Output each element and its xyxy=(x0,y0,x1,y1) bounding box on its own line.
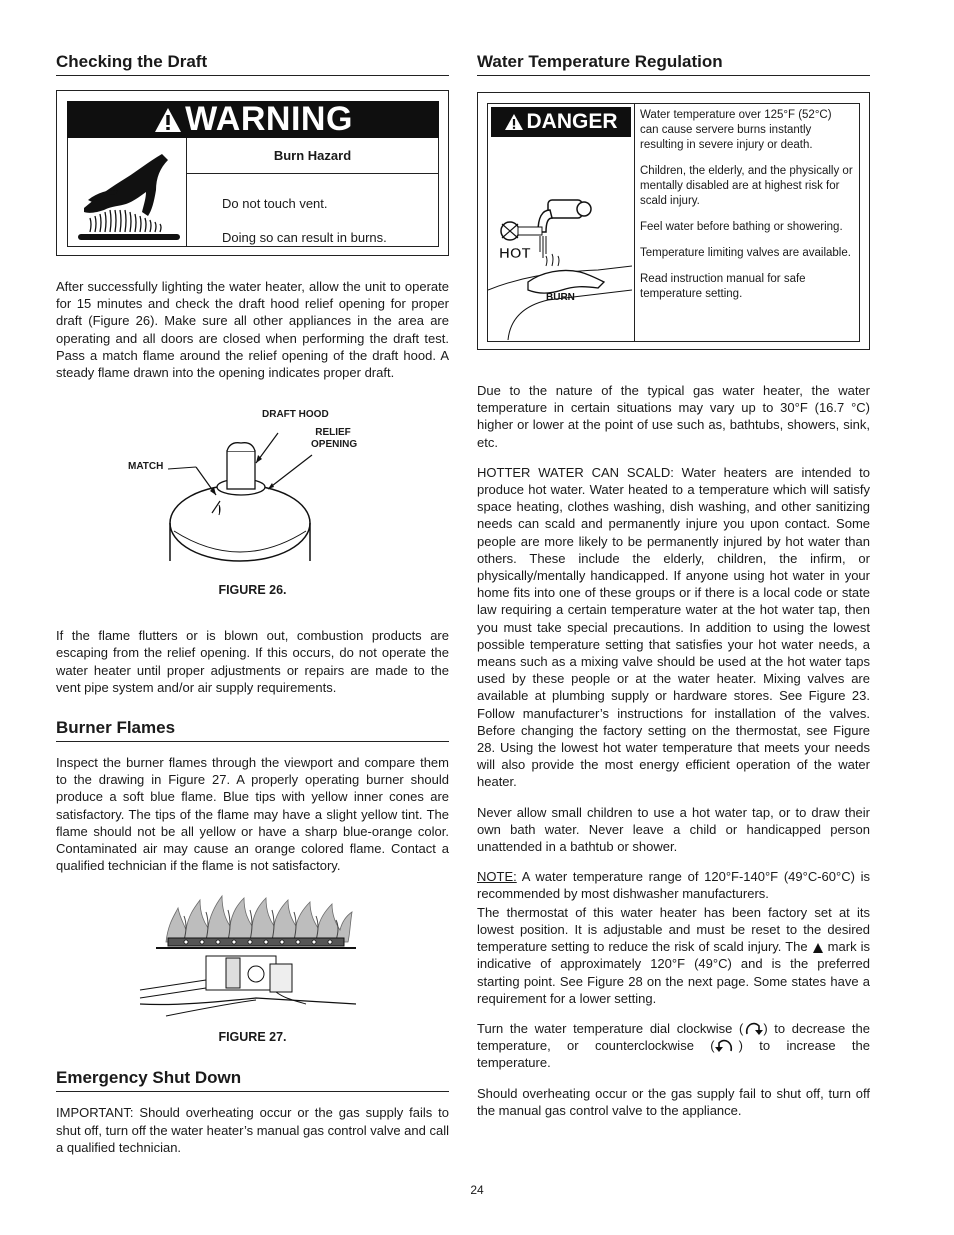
warning-triangle-icon xyxy=(153,106,183,134)
hot-label: HOT xyxy=(499,245,531,262)
counterclockwise-arrow-icon xyxy=(715,1037,739,1053)
warning-line-2: Doing so can result in burns. xyxy=(222,230,387,245)
water-temp-heading: Water Temperature Regulation xyxy=(477,52,870,76)
danger-item-5: Read instruction manual for safe temperature setting. xyxy=(640,273,806,300)
overheating-paragraph: Should overheating occur or the gas supply fail to shut off, turn off the manual gas control valve to the appliance. xyxy=(477,1085,870,1118)
warning-box xyxy=(56,90,449,256)
burner-paragraph: Inspect the burner flames through the viewport and compare them to the drawing in Figure 27. A properly operating burner should produce a soft blue flame. Blue tips with yellow inner cones are satisfactory. The tips of the flame may have a slight yellow tint. The flame should not be all yellow or have a sharp blue-orange color. Contaminated air may cause an orange colored flame. Contact a qualified technician if the flame is not satisfactory. xyxy=(56,755,449,874)
temp-variation-paragraph: Due to the nature of the typical gas water heater, the water temperature in certain situations may vary up to 30°F (16.7 °C) higher or lower at the point of use such as, bathtubs, showers, sink, etc. xyxy=(477,383,870,450)
match-label: MATCH xyxy=(128,461,164,473)
danger-bar xyxy=(491,107,631,137)
figure-26 xyxy=(56,403,449,603)
danger-item-2: Children, the elderly, and the physically or mentally disabled are at highest risk for scald injury. xyxy=(640,165,853,207)
figure-27-caption: FIGURE 27. xyxy=(218,1030,287,1045)
figure-27 xyxy=(56,894,449,1046)
danger-box xyxy=(477,92,870,350)
flutter-paragraph: If the flame flutters or is blown out, combustion products are escaping from the relief opening. If this occurs, do not operate the water heater until proper adjustments or repairs are made to the vent pipe system and/or air supply requirements. xyxy=(56,628,449,695)
opening-label: OPENING xyxy=(311,439,358,451)
triangle-mark-icon xyxy=(812,942,824,954)
danger-messages xyxy=(635,104,859,341)
warning-line-1: Do not touch vent. xyxy=(222,196,328,211)
danger-left-panel xyxy=(488,104,635,341)
hot-faucet-icon xyxy=(488,140,632,340)
warning-title: WARNING xyxy=(185,100,353,138)
burner-flames-heading: Burner Flames xyxy=(56,718,449,742)
draft-hood-label: DRAFT HOOD xyxy=(262,409,329,421)
burn-hazard-label: Burn Hazard xyxy=(187,138,438,174)
note-text: A water temperature range of 120°F-140°F (49°C-60°C) is recommended by most dishwasher manufacturers. xyxy=(477,869,870,902)
clockwise-arrow-icon xyxy=(743,1020,763,1036)
figure-26-caption: FIGURE 26. xyxy=(218,583,287,598)
thermostat-text-a: The thermostat of this water heater has been factory set at its lowest position. It is adjustable and must be reset to the desired temperature setting to reduce the risk of scald injury. The xyxy=(477,904,870,955)
dial-paragraph xyxy=(477,1020,870,1072)
dial-text-b: ) to decrease the temperature, or counterclockwise ( xyxy=(477,1020,870,1054)
checking-draft-heading: Checking the Draft xyxy=(56,52,449,76)
emergency-shutdown-heading: Emergency Shut Down xyxy=(56,1068,449,1092)
thermostat-text-b: mark is indicative of approximately 120°F (49°C) and is the preferred starting point. See Figure 28 on the next page. Some states have a requirement for a lower setting. xyxy=(477,939,870,1006)
page-number: 24 xyxy=(470,1183,484,1197)
children-paragraph: Never allow small children to use a hot water tap, or to draw their own bath water. Never leave a child or handicapped person unattended in a bathtub or shower. xyxy=(477,804,870,855)
dishwasher-note xyxy=(477,868,870,902)
draft-paragraph: After successfully lighting the water heater, allow the unit to operate for 15 minutes and check the draft hood relief opening for proper draft (Figure 26). Make sure all other appliances in the area are operating and all doors are closed when performing the draft test. Pass a match flame around the relief opening of the draft hood. A steady flame drawn into the opening indicates proper draft. xyxy=(56,279,449,381)
danger-item-4: Temperature limiting valves are available. xyxy=(640,247,851,259)
warning-bar xyxy=(67,101,439,138)
danger-item-1: Water temperature over 125°F (52°C) can cause servere burns instantly resulting in severe injury or death. xyxy=(640,109,832,151)
note-label: NOTE: xyxy=(477,869,517,885)
danger-title: DANGER xyxy=(526,110,618,133)
left-column xyxy=(56,52,449,1156)
burn-hand-icon xyxy=(68,138,187,246)
relief-opening-label xyxy=(311,427,358,451)
thermostat-paragraph xyxy=(477,904,870,1007)
right-column xyxy=(477,52,870,1119)
danger-item-3: Feel water before bathing or showering. xyxy=(640,221,843,233)
danger-triangle-icon xyxy=(504,113,524,131)
dial-text-a: Turn the water temperature dial clockwise ( xyxy=(477,1020,744,1036)
emergency-paragraph: IMPORTANT: Should overheating occur or the gas supply fails to shut off, turn off the water heater’s manual gas control valve and call a qualified technician. xyxy=(56,1105,449,1155)
burn-label: BURN xyxy=(546,292,575,303)
dial-text-c: ) to increase the temperature. xyxy=(477,1038,870,1071)
relief-label: RELIEF xyxy=(315,427,351,439)
scald-paragraph: HOTTER WATER CAN SCALD: Water heaters are intended to produce hot water. Water heated to a temperature which will satisfy space heating, clothes washing, dish washing, and other sanitizing needs can scald and permanently injure you upon contact. Some people are more likely to be permanently injured by hot water than others. These include the elderly, children, the infirm, or physically/mentally handicapped. If anyone using hot water in your home fits into one of these groups or if there is a local code or state law requiring a certain temperature water at the hot water tap, then you must take special precautions. In addition to using the lowest possible temperature setting that satisfies your hot water needs, a means such as a mixing valve should be used at the hot water taps used by these people or at the water heater. Mixing valves are available at plumbing supply or hardware stores. See Figure 23. Follow manufacturer’s instructions for installation of the valves. Before changing the factory setting on the thermostat, see Figure 28. Using the lowest hot water temperature that meets your needs will also provide the most energy efficient operation of the water heater. xyxy=(477,464,870,790)
